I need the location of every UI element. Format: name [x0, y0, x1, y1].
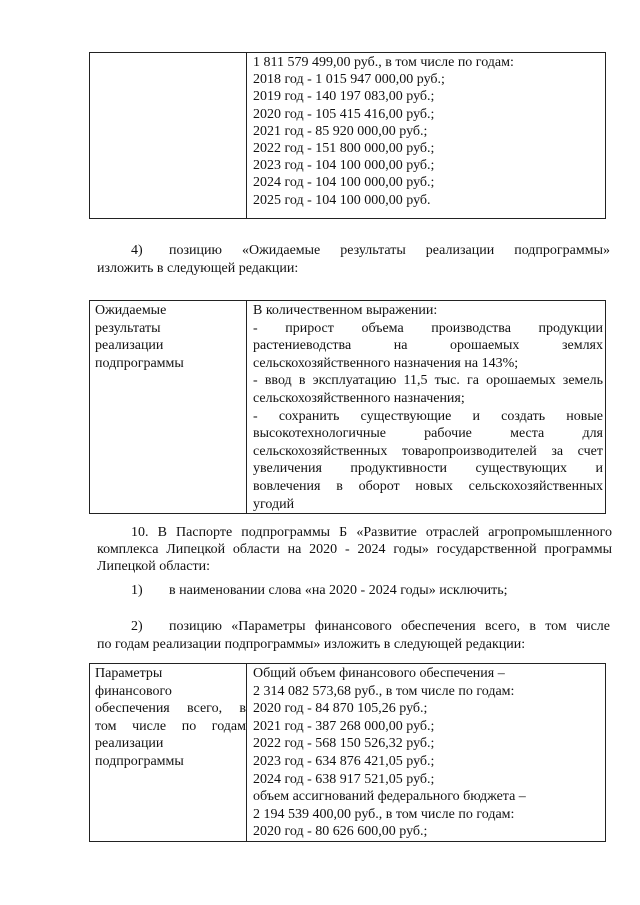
table-line: результаты — [95, 320, 161, 336]
item-1-number: 1) — [131, 583, 143, 598]
table-line: 2022 год - 151 800 000,00 руб.; — [253, 141, 435, 157]
table-line: 2023 год - 634 876 421,05 руб.; — [253, 753, 435, 769]
table-line: высокотехнологичные рабочие места для — [253, 426, 603, 442]
table-cell-right — [247, 664, 606, 842]
table-line: вовлечения в оборот новых сельскохозяйственных — [253, 478, 603, 494]
table-line: объем ассигнований федерального бюджета – — [253, 789, 526, 805]
item-2-line-1: позицию «Параметры финансового обеспечения всего, в том числе — [169, 619, 610, 634]
table-line: 2 194 539 400,00 руб., в том числе по годам: — [253, 806, 515, 822]
item-4-line-1: позицию «Ожидаемые результаты реализации подпрограммы» — [169, 243, 610, 258]
item-4-text — [169, 242, 610, 259]
table-line: 2020 год - 105 415 416,00 руб.; — [253, 106, 435, 122]
table-line: 2024 год - 104 100 000,00 руб.; — [253, 175, 435, 191]
table-cell-left — [90, 301, 247, 514]
item-1-text: в наименовании слова «на 2020 - 2024 годы» исключить; — [169, 583, 508, 598]
table-line: - прирост объема производства продукции — [253, 320, 603, 336]
table-line: угодий — [253, 496, 295, 512]
item-2-line-2: по годам реализации подпрограммы» изложить в следующей редакции: — [97, 637, 526, 652]
table-line: подпрограммы — [95, 355, 184, 371]
table-line: реализации — [95, 338, 164, 354]
table-line: 2020 год - 84 870 105,26 руб.; — [253, 701, 428, 717]
table-row — [90, 53, 606, 219]
item-4-line-2: изложить в следующей редакции: — [97, 261, 299, 276]
table-line: 2 314 082 573,68 руб., в том числе по годам: — [253, 683, 515, 699]
table-line: реализации — [95, 736, 164, 752]
table-line: 2020 год - 80 626 600,00 руб.; — [253, 824, 428, 840]
table-line: Общий объем финансового обеспечения – — [253, 666, 505, 681]
funding-parameters-table — [89, 663, 606, 842]
paragraph-10-line-1: 10. В Паспорте подпрограммы Б «Развитие отраслей агропромышленного — [131, 525, 612, 540]
table-line: - ввод в эксплуатацию 11,5 тыс. га орошаемых земель — [253, 373, 603, 389]
paragraph-10-line-2: комплекса Липецкой области на 2020 - 2024 годы» государственной программы — [97, 542, 612, 557]
table-line: сельскохозяйственного назначения; — [253, 390, 465, 406]
table-line: 2025 год - 104 100 000,00 руб. — [253, 192, 431, 208]
table-cell-left — [90, 53, 247, 219]
table-line: 1 811 579 499,00 руб., в том числе по годам: — [253, 55, 514, 70]
table-cell-right — [247, 53, 606, 219]
expected-results-table — [89, 300, 606, 514]
table-line: том числе по годам — [95, 718, 246, 734]
table-line: 2021 год - 387 268 000,00 руб.; — [253, 718, 435, 734]
funding-table-continuation — [89, 52, 606, 219]
paragraph-10-line-3: Липецкой области: — [97, 559, 210, 574]
table-line: 2019 год - 140 197 083,00 руб.; — [253, 89, 435, 105]
table-line: Параметры — [95, 666, 163, 681]
table-line: 2023 год - 104 100 000,00 руб.; — [253, 158, 435, 174]
table-line: 2021 год - 85 920 000,00 руб.; — [253, 123, 428, 139]
table-line: увеличения продуктивности существующих и — [253, 461, 603, 477]
item-2-text — [169, 618, 610, 635]
table-line: сельскохозяйственного назначения на 143%; — [253, 355, 519, 371]
table-line: 2022 год - 568 150 526,32 руб.; — [253, 736, 435, 752]
table-line: 2018 год - 1 015 947 000,00 руб.; — [253, 72, 445, 88]
table-line: сельскохозяйственных товаропроизводителей за счет — [253, 443, 603, 459]
item-4-number: 4) — [131, 243, 143, 258]
table-line: В количественном выражении: — [253, 303, 438, 318]
table-row — [90, 301, 606, 514]
table-line: растениеводства на орошаемых землях — [253, 338, 603, 354]
item-2-number: 2) — [131, 619, 143, 634]
table-line: финансового — [95, 683, 172, 699]
table-line: - сохранить существующие и создать новые — [253, 408, 603, 424]
table-row — [90, 664, 606, 842]
table-cell-right — [247, 301, 606, 514]
table-line: обеспечения всего, в — [95, 701, 246, 717]
table-cell-left — [90, 664, 247, 842]
table-line: подпрограммы — [95, 753, 184, 769]
table-line: 2024 год - 638 917 521,05 руб.; — [253, 771, 435, 787]
table-line: Ожидаемые — [95, 303, 167, 318]
paragraph-10 — [97, 524, 612, 575]
